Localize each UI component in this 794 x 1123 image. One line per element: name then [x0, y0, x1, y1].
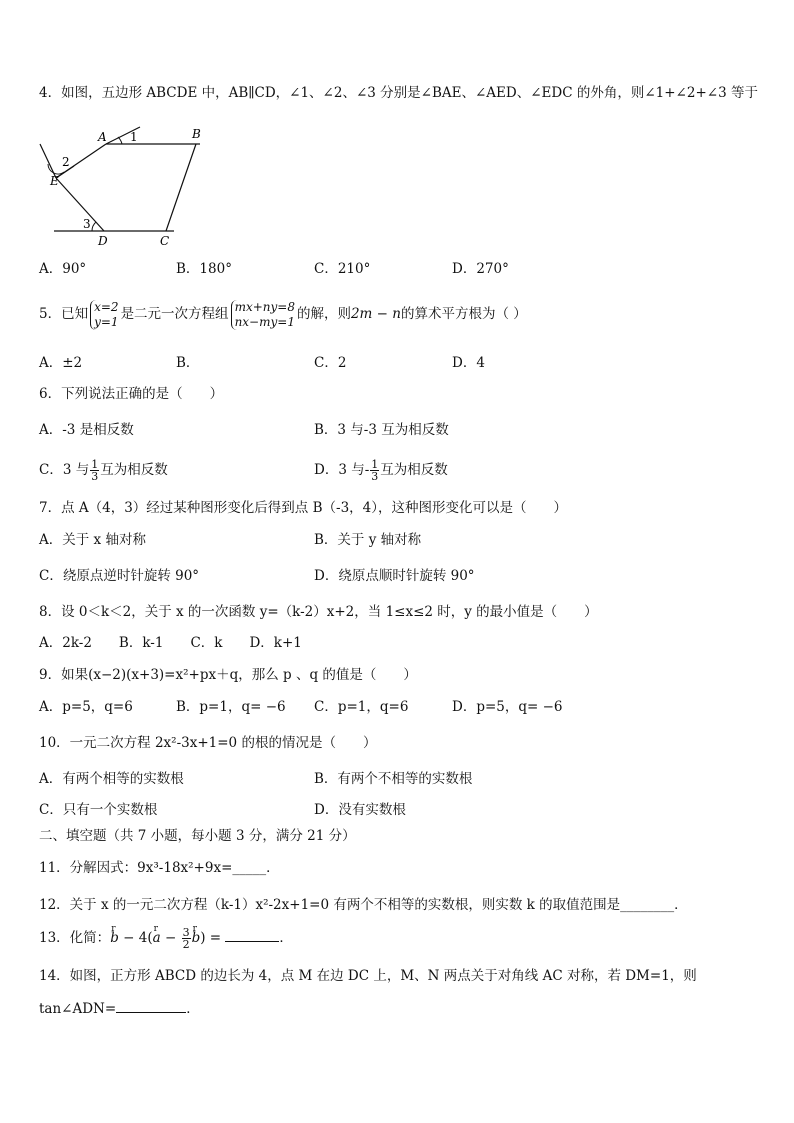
q5-expr: 2m − n — [350, 306, 401, 322]
label-E: E — [50, 174, 59, 188]
q5-option-d: D．4 — [452, 355, 485, 371]
q6-option-a: A．-3 是相反数 — [39, 422, 134, 438]
q5-option-a: A．±2 — [39, 355, 83, 371]
q10-option-b: B．有两个不相等的实数根 — [314, 771, 473, 787]
q10-option-a: A．有两个相等的实数根 — [39, 771, 184, 787]
q4-stem: 4．如图，五边形 ABCDE 中，AB∥CD，∠1、∠2、∠3 分别是∠BAE、∠AED、∠EDC 的外角，则∠1+∠2+∠3 等于 — [39, 85, 758, 101]
vector-b: r b — [110, 922, 119, 954]
label-A: A — [98, 130, 107, 144]
q4-option-d: D．270° — [452, 261, 509, 277]
q10-option-d: D．没有实数根 — [314, 802, 406, 818]
pentagon-figure — [34, 124, 214, 248]
q14-answer-blank[interactable] — [116, 1000, 186, 1013]
vector-a: r a — [153, 922, 161, 954]
q5-pre: 5．已知 — [39, 306, 89, 322]
q5-solution: x=2 y=1 — [90, 300, 118, 330]
q8-stem: 8．设 0＜k＜2，关于 x 的一次函数 y=（k-2）x+2，当 1≤x≤2 时，y 的最小值是（ ） — [39, 604, 598, 620]
q10-option-c: C．只有一个实数根 — [39, 802, 158, 818]
q7-option-c: C．绕原点逆时针旋转 90° — [39, 568, 200, 584]
q5-option-b: B． — [176, 355, 200, 371]
q8-options: A．2k-2 B．k-1 C．k D．k+1 — [39, 635, 302, 651]
q6-option-b: B．3 与-3 互为相反数 — [314, 422, 449, 438]
q7-option-d: D．绕原点顺时针旋转 90° — [314, 568, 475, 584]
q7-option-a: A．关于 x 轴对称 — [39, 532, 146, 548]
label-angle-1: 1 — [130, 130, 138, 144]
q14-line1: 14．如图，正方形 ABCD 的边长为 4，点 M 在边 DC 上，M、N 两点关于对角线 AC 对称，若 DM=1，则 — [39, 968, 697, 984]
q5-post-a: 的解，则 — [296, 306, 351, 322]
q13-answer-blank[interactable] — [225, 929, 279, 942]
q4-option-a: A．90° — [39, 261, 87, 277]
q7-stem: 7．点 A（4，3）经过某种图形变化后得到点 B（-3，4），这种图形变化可以是（ ） — [39, 500, 568, 516]
q9-stem: 9．如果(x−2)(x+3)=x²+px＋q，那么 p 、q 的值是（ ） — [39, 667, 417, 683]
label-B: B — [192, 127, 201, 141]
q6-option-c: C．3 与 $\frac{1}{3}$ 互为相反数 — [39, 458, 168, 483]
q5-mid: 是二元一次方程组 — [120, 306, 229, 322]
label-angle-2: 2 — [62, 155, 70, 169]
q14-line2: tan∠ADN= ． — [39, 1001, 200, 1017]
q10-stem: 10．一元二次方程 2x²-3x+1=0 的根的情况是（ ） — [39, 735, 377, 751]
q9-option-d: D．p=5，q= −6 — [452, 699, 563, 715]
label-D: D — [98, 234, 108, 248]
section-title-fill-in: 二、填空题（共 7 小题，每小题 3 分，满分 21 分） — [39, 828, 356, 844]
q9-option-b: B．p=1，q= −6 — [176, 699, 286, 715]
q12-stem: 12．关于 x 的一元二次方程（k-1）x²-2x+1=0 有两个不相等的实数根，则实数 k 的取值范围是________． — [39, 897, 688, 913]
label-angle-3: 3 — [83, 217, 91, 231]
q5-option-c: C．2 — [314, 355, 347, 371]
vector-b-2: r b — [192, 922, 201, 954]
q4-option-b: B．180° — [176, 261, 232, 277]
q13-stem: 13．化简：r b − 4(r a − $\frac{3}{2}$ r b) = ． — [39, 922, 293, 954]
label-C: C — [160, 234, 170, 248]
q7-option-b: B．关于 y 轴对称 — [314, 532, 422, 548]
q4-option-c: C．210° — [314, 261, 371, 277]
q9-option-a: A．p=5，q=6 — [39, 699, 133, 715]
q5-stem — [39, 297, 527, 331]
q9-option-c: C．p=1，q=6 — [314, 699, 409, 715]
q11-stem: 11．分解因式：9x³-18x²+9x=_____． — [39, 860, 280, 876]
q5-system: mx+ny=8 nx−my=1 — [231, 300, 295, 330]
q6-stem: 6．下列说法正确的是（ ） — [39, 386, 224, 402]
q5-post-b: 的算术平方根为（ ） — [400, 306, 527, 322]
q6-option-d: D．3 与- $\frac{1}{3}$ 互为相反数 — [314, 458, 448, 483]
